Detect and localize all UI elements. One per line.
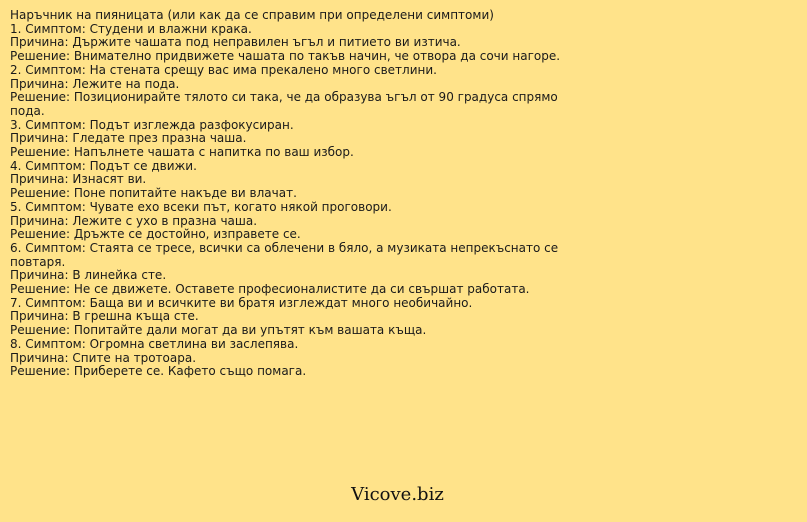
cause-line: Причина: Лежите с ухо в празна чаша.	[10, 213, 258, 228]
symptom-line: 5. Симптом: Чувате ехо всеки път, когато някой проговори.	[10, 199, 392, 214]
solution-line: Решение: Внимателно придвижете чашата по такъв начин, че отвора да сочи нагоре.	[10, 49, 561, 64]
site-footer: Vicove.biz	[351, 484, 444, 505]
solution-line: Решение: Попитайте дали могат да ви упътят към вашата къща.	[10, 323, 427, 338]
joke-text	[10, 9, 580, 379]
symptom-line: 4. Симптом: Подът се движи.	[10, 158, 197, 173]
solution-line: Решение: Напълнете чашата с напитка по ваш избор.	[10, 145, 354, 160]
solution-line: Решение: Поне попитайте накъде ви влачат.	[10, 186, 297, 201]
symptom-line: 6. Симптом: Стаята се тресе, всички са облечени в бяло, а музиката непрекъснато се повтаря.	[10, 240, 559, 269]
cause-line: Причина: Държите чашата под неправилен ъгъл и питието ви изтича.	[10, 35, 461, 50]
cause-line: Причина: В грешна къща сте.	[10, 309, 199, 324]
cause-line: Причина: Изнасят ви.	[10, 172, 147, 187]
symptom-line: 1. Симптом: Студени и влажни крака.	[10, 21, 252, 36]
cause-line: Причина: Лежите на пода.	[10, 76, 180, 91]
symptom-line: 7. Симптом: Баща ви и всичките ви братя изглеждат много необичайно.	[10, 295, 473, 310]
cause-line: Причина: В линейка сте.	[10, 268, 167, 283]
solution-line: Решение: Приберете се. Кафето също помага.	[10, 364, 307, 379]
solution-line: Решение: Дръжте се достойно, изправете се.	[10, 227, 301, 242]
symptom-line: 3. Симптом: Подът изглежда разфокусиран.	[10, 117, 294, 132]
solution-line: Решение: Не се движете. Оставете професионалистите да си свършат работата.	[10, 282, 530, 297]
symptom-line: 8. Симптом: Огромна светлина ви заслепява.	[10, 336, 299, 351]
solution-line: Решение: Позиционирайте тялото си така, че да образува ъгъл от 90 градуса спрямо пода.	[10, 90, 558, 118]
cause-line: Причина: Гледате през празна чаша.	[10, 131, 247, 146]
cause-line: Причина: Спите на тротоара.	[10, 350, 197, 365]
symptom-line: 2. Симптом: На стената срещу вас има прекалено много светлини.	[10, 62, 437, 77]
page-title: Наръчник на пияницата (или как да се справим при определени симптоми)	[10, 8, 494, 22]
